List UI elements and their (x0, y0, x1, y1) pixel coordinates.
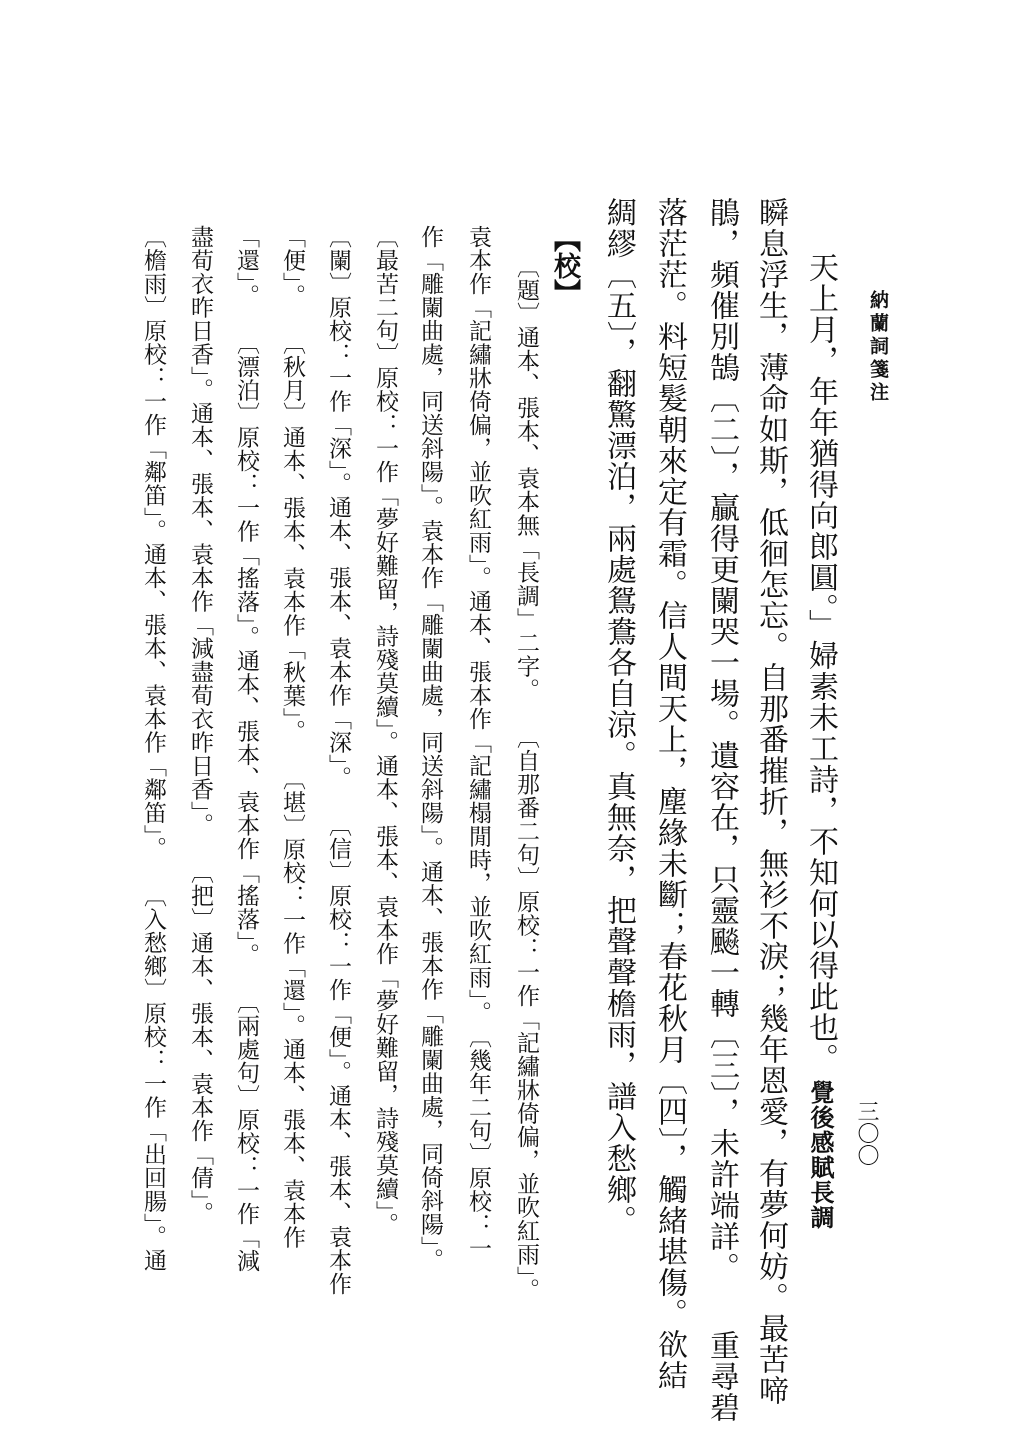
collation-note: 〔檐雨〕原校：一作「鄰笛」。通本、張本、袁本作「鄰笛」。 〔入愁鄉〕原校：一作「出回腸」。通 (140, 225, 166, 1272)
poem-line-1-text: 天上月，年年猶得向郎圓。」婦素未工詩，不知何以得此也。 (803, 252, 838, 1074)
collation-note: 盡荀衣昨日香」。通本、張本、袁本作「減盡荀衣昨日香」。 〔把〕通本、張本、袁本作「倩」。 (187, 225, 213, 1225)
poem-line-4: 落茫茫。料短髮朝來定有霜。信人間天上，塵緣未斷；春花秋月〔四〕，觸緒堪傷。欲結 (652, 197, 687, 1391)
collation-note: 「便」。 〔秋月〕通本、張本、袁本作「秋葉」。 〔堪〕原校：一作「還」。通本、張本、袁本作 (279, 225, 305, 1249)
collation-note: 〔闌〕原校：一作「深」。通本、張本、袁本作「深」。 〔信〕原校：一作「便」。通本、張本、袁本作 (325, 225, 351, 1296)
collation-note: 袁本作「記繡牀倚偏，並吹紅雨」。通本、張本作「記繡榻閒時，並吹紅雨」。 〔幾年二句〕原校：一 (465, 225, 491, 1260)
poem-line-5: 綢繆〔五〕，翻驚漂泊，兩處鴛鴦各自涼。真無奈，把聲聲檐雨，譜入愁鄉。 (601, 197, 636, 1236)
section-heading-collation: 【校】 (549, 225, 580, 306)
collation-note: 作「雕闌曲處，同送斜陽」。袁本作「雕闌曲處，同送斜陽」。通本、張本作「雕闌曲處，同倚斜陽」。 (417, 225, 443, 1272)
poem-line-3: 鵑，頻催別鵠〔二〕，贏得更闌哭一場。遺容在，只靈飈一轉〔三〕，未許端詳。 重尋碧 (704, 197, 739, 1423)
collation-note: 「還」。 〔漂泊〕原校：一作「搖落」。通本、張本、袁本作「搖落」。 〔兩處句〕原校：一作「減 (233, 225, 259, 1273)
poem-line-2: 瞬息浮生，薄命如斯，低徊怎忘。自那番摧折，無衫不淚；幾年恩愛，有夢何妨。最苦啼 (753, 197, 788, 1406)
poem-line-1 (803, 252, 838, 1230)
running-head-title: 納蘭詞箋注 (867, 290, 889, 405)
poem-subtitle: 覺後感賦長調 (806, 1080, 835, 1230)
page-number: 三〇〇 (854, 1100, 879, 1166)
collation-note: 〔最苦二句〕原校：一作「夢好難留，詩殘莫續」。通本、張本、袁本作「夢好難留，詩殘莫續」。 (372, 225, 398, 1236)
collation-note: 〔題〕通本、張本、袁本無「長調」二字。 〔自那番二句〕原校：一作「記繡牀倚偏，並吹紅雨」。 (513, 255, 539, 1302)
